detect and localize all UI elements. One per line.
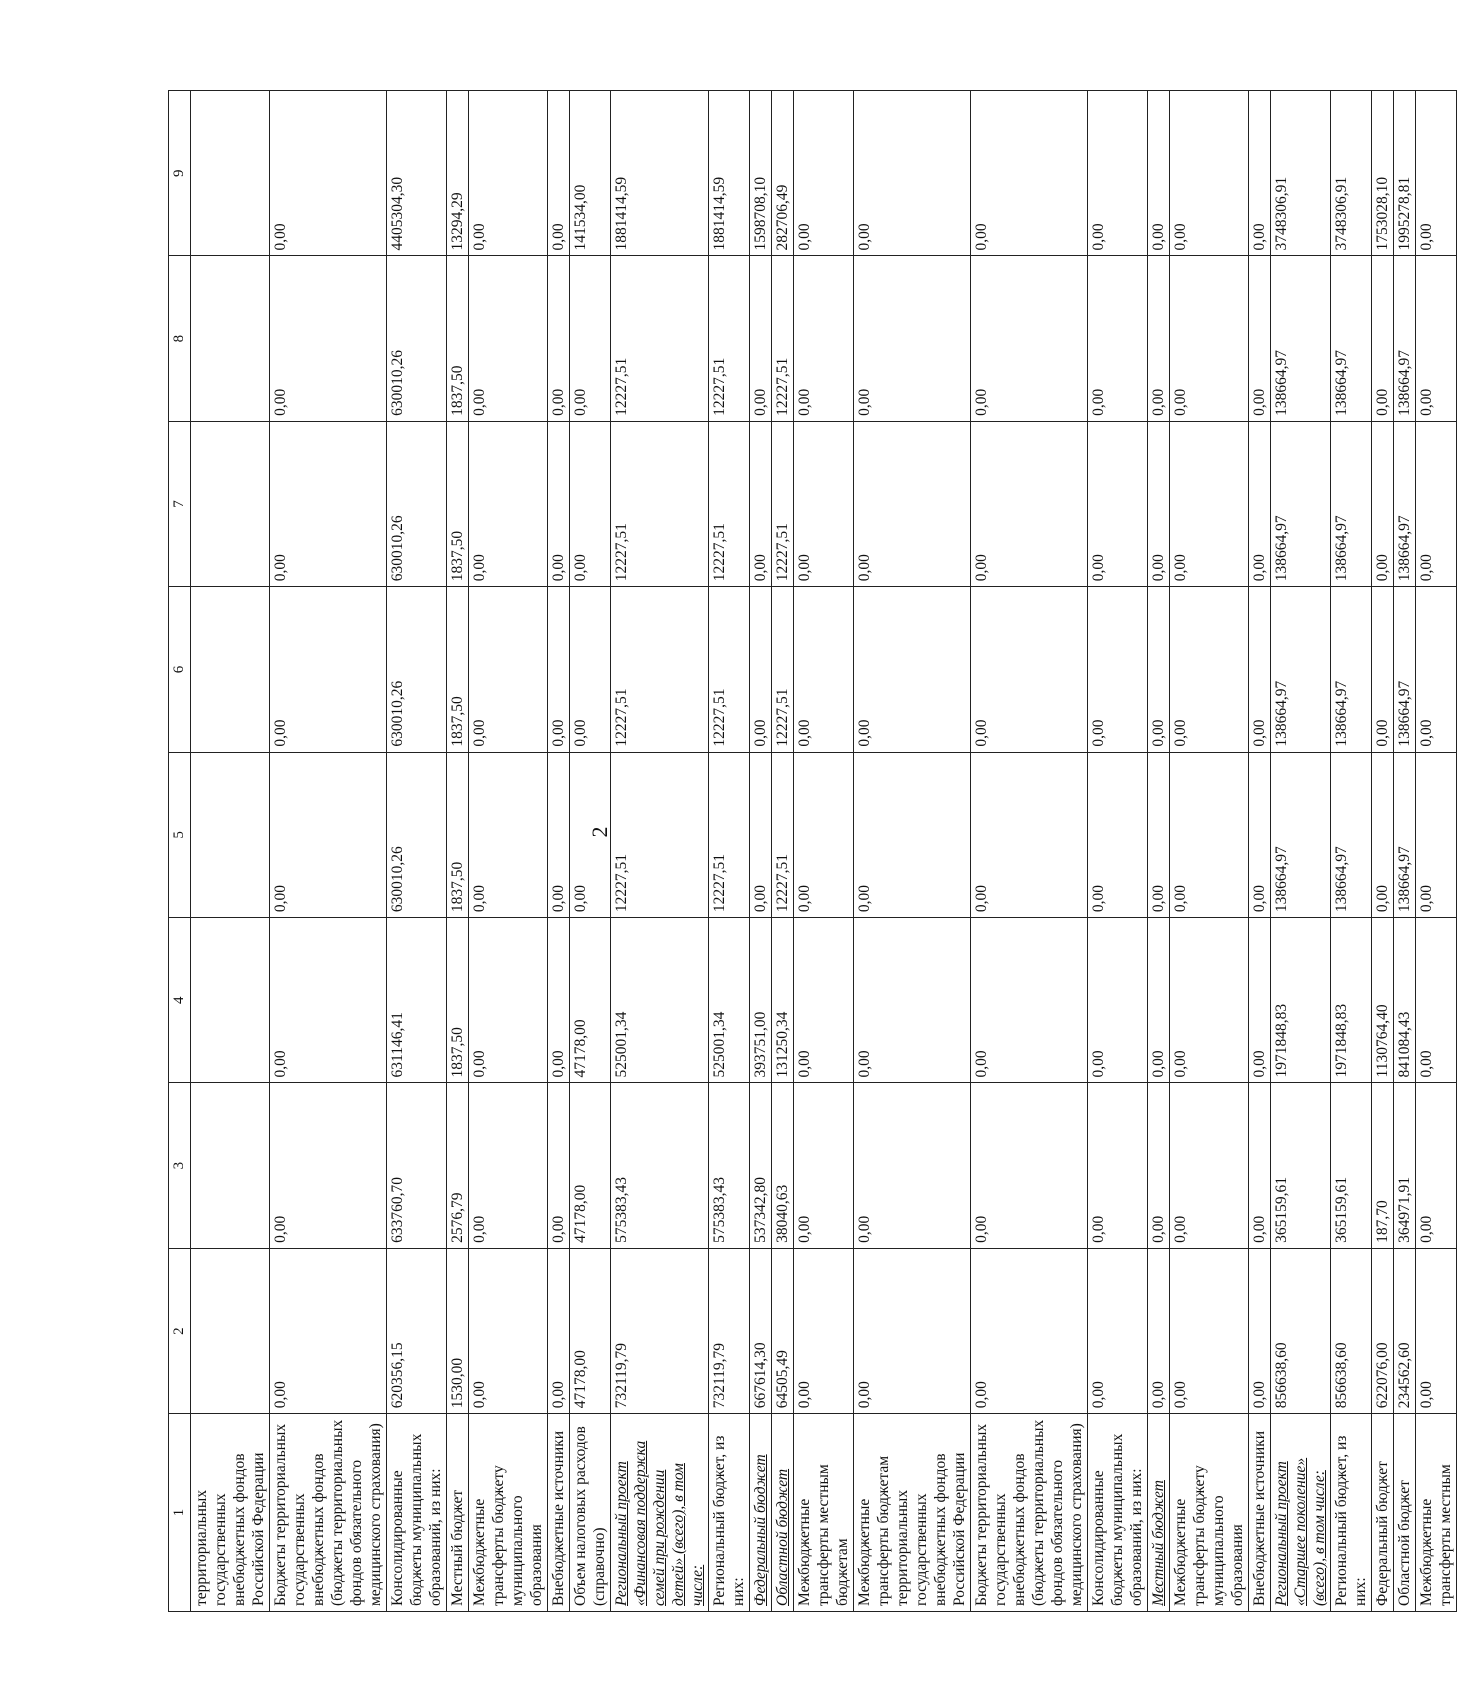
cell-value-col-4: 393751,00 xyxy=(750,918,772,1083)
cell-value-col-5: 138664,97 xyxy=(1331,752,1372,917)
row-label: Местный бюджет xyxy=(1148,1414,1170,1612)
cell-value-col-8: 0,00 xyxy=(1088,256,1148,421)
cell-value-col-9: 0,00 xyxy=(469,91,548,256)
cell-value-col-2: 47178,00 xyxy=(570,1248,611,1413)
cell-value-col-5: 138664,97 xyxy=(1394,752,1416,917)
cell-value-col-3: 0,00 xyxy=(971,1083,1088,1248)
table-row xyxy=(548,91,570,1612)
cell-value-col-2: 0,00 xyxy=(1416,1248,1457,1413)
cell-value-col-8: 138664,97 xyxy=(1394,256,1416,421)
cell-value-col-8: 0,00 xyxy=(794,256,854,421)
cell-value-col-6: 0,00 xyxy=(1170,587,1249,752)
cell-value-col-3: 38040,63 xyxy=(772,1083,794,1248)
cell-value-col-3: 0,00 xyxy=(1249,1083,1271,1248)
cell-value-col-3: 0,00 xyxy=(1170,1083,1249,1248)
cell-value-col-9: 13294,29 xyxy=(447,91,469,256)
cell-value-col-3: 633760,70 xyxy=(387,1083,447,1248)
cell-value-col-6: 12227,51 xyxy=(611,587,709,752)
cell-value-col-2: 0,00 xyxy=(1249,1248,1271,1413)
column-header-1: 1 xyxy=(169,1414,191,1612)
cell-value-col-8: 0,00 xyxy=(1372,256,1394,421)
table-header-row xyxy=(169,91,191,1612)
cell-value-col-2: 667614,30 xyxy=(750,1248,772,1413)
cell-value-col-6: 0,00 xyxy=(469,587,548,752)
table-row xyxy=(469,91,548,1612)
row-label: Федеральный бюджет xyxy=(1372,1414,1394,1612)
cell-value-col-2: 0,00 xyxy=(794,1248,854,1413)
cell-value-col-5: 0,00 xyxy=(854,752,971,917)
cell-value-col-6: 0,00 xyxy=(270,587,387,752)
cell-value-col-9: 1995278,81 xyxy=(1394,91,1416,256)
cell-value-col-5: 0,00 xyxy=(1416,752,1457,917)
cell-value-col-2: 0,00 xyxy=(548,1248,570,1413)
cell-value-col-4: 0,00 xyxy=(1088,918,1148,1083)
cell-value-col-8: 138664,97 xyxy=(1331,256,1372,421)
column-header-4: 4 xyxy=(169,918,191,1083)
cell-value-col-7: 0,00 xyxy=(750,421,772,586)
column-header-7: 7 xyxy=(169,421,191,586)
table-row xyxy=(570,91,611,1612)
cell-value-col-4: 0,00 xyxy=(1148,918,1170,1083)
row-label: Региональный бюджет, из них: xyxy=(1331,1414,1372,1612)
cell-value-col-7: 12227,51 xyxy=(709,421,750,586)
cell-value-col-4: 0,00 xyxy=(1416,918,1457,1083)
cell-value-col-9: 0,00 xyxy=(270,91,387,256)
cell-value-col-4: 841084,43 xyxy=(1394,918,1416,1083)
column-header-3: 3 xyxy=(169,1083,191,1248)
row-label: Внебюджетные источники xyxy=(1249,1414,1271,1612)
row-label: Местный бюджет xyxy=(447,1414,469,1612)
table-row xyxy=(709,91,750,1612)
cell-value-col-6: 0,00 xyxy=(1249,587,1271,752)
row-label: Внебюджетные источники xyxy=(548,1414,570,1612)
cell-value-col-4: 1971848,83 xyxy=(1331,918,1372,1083)
cell-value-col-3: 0,00 xyxy=(1416,1083,1457,1248)
cell-value-col-2 xyxy=(191,1248,270,1413)
cell-value-col-9: 0,00 xyxy=(794,91,854,256)
row-label: Областной бюджет xyxy=(1394,1414,1416,1612)
row-label: Консолидированные бюджеты муниципальных образований, из них: xyxy=(387,1414,447,1612)
cell-value-col-9: 0,00 xyxy=(1088,91,1148,256)
cell-value-col-3: 187,70 xyxy=(1372,1083,1394,1248)
row-label: Региональный проект «Финансовая поддержка семей при рождении детей» (всего), в том числе: xyxy=(611,1414,709,1612)
cell-value-col-9: 3748306,91 xyxy=(1331,91,1372,256)
cell-value-col-4: 0,00 xyxy=(971,918,1088,1083)
cell-value-col-7: 0,00 xyxy=(1170,421,1249,586)
cell-value-col-7: 0,00 xyxy=(971,421,1088,586)
cell-value-col-7 xyxy=(191,421,270,586)
cell-value-col-8: 0,00 xyxy=(1170,256,1249,421)
column-header-9: 9 xyxy=(169,91,191,256)
cell-value-col-3: 0,00 xyxy=(794,1083,854,1248)
cell-value-col-7: 0,00 xyxy=(1148,421,1170,586)
cell-value-col-8: 12227,51 xyxy=(772,256,794,421)
cell-value-col-3: 0,00 xyxy=(854,1083,971,1248)
cell-value-col-9 xyxy=(191,91,270,256)
cell-value-col-8: 1837,50 xyxy=(447,256,469,421)
cell-value-col-5: 0,00 xyxy=(548,752,570,917)
cell-value-col-2: 0,00 xyxy=(1148,1248,1170,1413)
row-label: Межбюджетные трансферты местным xyxy=(1416,1414,1457,1612)
cell-value-col-5: 0,00 xyxy=(971,752,1088,917)
cell-value-col-4: 1837,50 xyxy=(447,918,469,1083)
cell-value-col-4: 131250,34 xyxy=(772,918,794,1083)
cell-value-col-6: 0,00 xyxy=(1148,587,1170,752)
cell-value-col-4: 0,00 xyxy=(469,918,548,1083)
row-label: Межбюджетные трансферты бюджету муниципального образования xyxy=(1170,1414,1249,1612)
cell-value-col-5: 0,00 xyxy=(1372,752,1394,917)
table-row xyxy=(1249,91,1271,1612)
rotated-table-wrapper xyxy=(168,90,1454,1612)
cell-value-col-2: 0,00 xyxy=(469,1248,548,1413)
cell-value-col-3: 0,00 xyxy=(548,1083,570,1248)
cell-value-col-5: 0,00 xyxy=(1249,752,1271,917)
cell-value-col-9: 1753028,10 xyxy=(1372,91,1394,256)
budget-table xyxy=(168,90,1457,1612)
cell-value-col-2: 1530,00 xyxy=(447,1248,469,1413)
cell-value-col-3: 47178,00 xyxy=(570,1083,611,1248)
cell-value-col-2: 622076,00 xyxy=(1372,1248,1394,1413)
cell-value-col-6: 0,00 xyxy=(1088,587,1148,752)
cell-value-col-9: 4405304,30 xyxy=(387,91,447,256)
cell-value-col-6: 0,00 xyxy=(1416,587,1457,752)
cell-value-col-7: 0,00 xyxy=(1416,421,1457,586)
cell-value-col-6: 0,00 xyxy=(971,587,1088,752)
cell-value-col-8: 0,00 xyxy=(854,256,971,421)
cell-value-col-8: 0,00 xyxy=(548,256,570,421)
table-row xyxy=(387,91,447,1612)
cell-value-col-5: 0,00 xyxy=(1148,752,1170,917)
cell-value-col-7: 0,00 xyxy=(570,421,611,586)
cell-value-col-6 xyxy=(191,587,270,752)
cell-value-col-2: 234562,60 xyxy=(1394,1248,1416,1413)
cell-value-col-8: 0,00 xyxy=(570,256,611,421)
cell-value-col-7: 0,00 xyxy=(794,421,854,586)
cell-value-col-3: 0,00 xyxy=(1148,1083,1170,1248)
cell-value-col-7: 0,00 xyxy=(548,421,570,586)
cell-value-col-8: 0,00 xyxy=(971,256,1088,421)
cell-value-col-6: 0,00 xyxy=(854,587,971,752)
table-row xyxy=(854,91,971,1612)
cell-value-col-8: 138664,97 xyxy=(1271,256,1331,421)
cell-value-col-3: 537342,80 xyxy=(750,1083,772,1248)
row-label: территориальных государственных внебюджетных фондов Российской Федерации xyxy=(191,1414,270,1612)
cell-value-col-5: 0,00 xyxy=(270,752,387,917)
cell-value-col-5: 12227,51 xyxy=(611,752,709,917)
column-header-8: 8 xyxy=(169,256,191,421)
cell-value-col-9: 141534,00 xyxy=(570,91,611,256)
cell-value-col-2: 856638,60 xyxy=(1331,1248,1372,1413)
cell-value-col-7: 0,00 xyxy=(1372,421,1394,586)
cell-value-col-9: 0,00 xyxy=(854,91,971,256)
cell-value-col-3: 0,00 xyxy=(270,1083,387,1248)
table-row xyxy=(447,91,469,1612)
cell-value-col-6: 0,00 xyxy=(750,587,772,752)
table-row xyxy=(971,91,1088,1612)
table-row xyxy=(1331,91,1372,1612)
cell-value-col-4: 631146,41 xyxy=(387,918,447,1083)
cell-value-col-5: 0,00 xyxy=(794,752,854,917)
table-row xyxy=(1372,91,1394,1612)
cell-value-col-9: 282706,49 xyxy=(772,91,794,256)
cell-value-col-4: 0,00 xyxy=(270,918,387,1083)
table-body xyxy=(191,91,1457,1612)
table-row xyxy=(1148,91,1170,1612)
cell-value-col-2: 0,00 xyxy=(270,1248,387,1413)
cell-value-col-6: 12227,51 xyxy=(709,587,750,752)
cell-value-col-6: 0,00 xyxy=(1372,587,1394,752)
cell-value-col-6: 138664,97 xyxy=(1271,587,1331,752)
cell-value-col-4 xyxy=(191,918,270,1083)
cell-value-col-2: 732119,79 xyxy=(709,1248,750,1413)
cell-value-col-5: 12227,51 xyxy=(709,752,750,917)
cell-value-col-2: 0,00 xyxy=(854,1248,971,1413)
cell-value-col-3: 365159,61 xyxy=(1271,1083,1331,1248)
cell-value-col-8: 0,00 xyxy=(1416,256,1457,421)
cell-value-col-4: 525001,34 xyxy=(611,918,709,1083)
cell-value-col-2: 856638,60 xyxy=(1271,1248,1331,1413)
table-row xyxy=(794,91,854,1612)
row-label: Региональный проект «Старшее поколение» (всего), в том числе: xyxy=(1271,1414,1331,1612)
cell-value-col-2: 0,00 xyxy=(971,1248,1088,1413)
cell-value-col-4: 0,00 xyxy=(548,918,570,1083)
cell-value-col-3: 0,00 xyxy=(1088,1083,1148,1248)
cell-value-col-9: 1881414,59 xyxy=(611,91,709,256)
row-label: Областной бюджет xyxy=(772,1414,794,1612)
cell-value-col-7: 12227,51 xyxy=(611,421,709,586)
column-header-2: 2 xyxy=(169,1248,191,1413)
cell-value-col-9: 0,00 xyxy=(548,91,570,256)
cell-value-col-9: 1881414,59 xyxy=(709,91,750,256)
cell-value-col-8: 0,00 xyxy=(1148,256,1170,421)
cell-value-col-7: 0,00 xyxy=(854,421,971,586)
cell-value-col-8: 0,00 xyxy=(270,256,387,421)
cell-value-col-7: 630010,26 xyxy=(387,421,447,586)
cell-value-col-3: 575383,43 xyxy=(709,1083,750,1248)
cell-value-col-5: 1837,50 xyxy=(447,752,469,917)
cell-value-col-5 xyxy=(191,752,270,917)
cell-value-col-8 xyxy=(191,256,270,421)
cell-value-col-7: 0,00 xyxy=(1249,421,1271,586)
cell-value-col-8: 12227,51 xyxy=(709,256,750,421)
table-row xyxy=(1394,91,1416,1612)
cell-value-col-4: 1130764,40 xyxy=(1372,918,1394,1083)
cell-value-col-7: 12227,51 xyxy=(772,421,794,586)
row-label: Бюджеты территориальных государственных внебюджетных фондов (бюджеты территориальных фондов обязательного медицинского страхования) xyxy=(270,1414,387,1612)
cell-value-col-7: 0,00 xyxy=(1088,421,1148,586)
cell-value-col-7: 138664,97 xyxy=(1331,421,1372,586)
cell-value-col-6: 138664,97 xyxy=(1331,587,1372,752)
cell-value-col-2: 732119,79 xyxy=(611,1248,709,1413)
cell-value-col-9: 0,00 xyxy=(1148,91,1170,256)
row-label: Бюджеты территориальных государственных внебюджетных фондов (бюджеты территориальных фондов обязательного медицинского страхования) xyxy=(971,1414,1088,1612)
table-row xyxy=(1088,91,1148,1612)
cell-value-col-9: 1598708,10 xyxy=(750,91,772,256)
cell-value-col-9: 3748306,91 xyxy=(1271,91,1331,256)
cell-value-col-5: 138664,97 xyxy=(1271,752,1331,917)
cell-value-col-6: 12227,51 xyxy=(772,587,794,752)
cell-value-col-2: 0,00 xyxy=(1088,1248,1148,1413)
cell-value-col-4: 0,00 xyxy=(794,918,854,1083)
column-header-5: 5 xyxy=(169,752,191,917)
row-label: Федеральный бюджет xyxy=(750,1414,772,1612)
row-label: Региональный бюджет, из них: xyxy=(709,1414,750,1612)
cell-value-col-4: 1971848,83 xyxy=(1271,918,1331,1083)
cell-value-col-5: 0,00 xyxy=(1170,752,1249,917)
cell-value-col-3: 365159,61 xyxy=(1331,1083,1372,1248)
cell-value-col-6: 0,00 xyxy=(548,587,570,752)
cell-value-col-5: 630010,26 xyxy=(387,752,447,917)
cell-value-col-3: 364971,91 xyxy=(1394,1083,1416,1248)
cell-value-col-6: 0,00 xyxy=(794,587,854,752)
cell-value-col-8: 0,00 xyxy=(750,256,772,421)
row-label: Консолидированные бюджеты муниципальных образований, из них: xyxy=(1088,1414,1148,1612)
cell-value-col-4: 47178,00 xyxy=(570,918,611,1083)
cell-value-col-7: 0,00 xyxy=(270,421,387,586)
cell-value-col-3: 2576,79 xyxy=(447,1083,469,1248)
cell-value-col-8: 0,00 xyxy=(469,256,548,421)
page-number: 2 xyxy=(587,826,612,838)
cell-value-col-6: 630010,26 xyxy=(387,587,447,752)
table-row xyxy=(1271,91,1331,1612)
table-row xyxy=(772,91,794,1612)
cell-value-col-9: 0,00 xyxy=(1170,91,1249,256)
cell-value-col-6: 0,00 xyxy=(570,587,611,752)
row-label: Межбюджетные трансферты бюджету муниципального образования xyxy=(469,1414,548,1612)
cell-value-col-3: 0,00 xyxy=(469,1083,548,1248)
table-row xyxy=(1416,91,1457,1612)
cell-value-col-2: 0,00 xyxy=(1170,1248,1249,1413)
cell-value-col-3: 575383,43 xyxy=(611,1083,709,1248)
cell-value-col-8: 0,00 xyxy=(1249,256,1271,421)
cell-value-col-8: 630010,26 xyxy=(387,256,447,421)
cell-value-col-2: 620356,15 xyxy=(387,1248,447,1413)
cell-value-col-4: 525001,34 xyxy=(709,918,750,1083)
cell-value-col-8: 12227,51 xyxy=(611,256,709,421)
table-row xyxy=(611,91,709,1612)
cell-value-col-7: 138664,97 xyxy=(1394,421,1416,586)
cell-value-col-5: 0,00 xyxy=(469,752,548,917)
table-row xyxy=(1170,91,1249,1612)
cell-value-col-4: 0,00 xyxy=(1170,918,1249,1083)
cell-value-col-5: 0,00 xyxy=(570,752,611,917)
cell-value-col-9: 0,00 xyxy=(1249,91,1271,256)
cell-value-col-6: 1837,50 xyxy=(447,587,469,752)
cell-value-col-5: 0,00 xyxy=(1088,752,1148,917)
table-row xyxy=(270,91,387,1612)
cell-value-col-4: 0,00 xyxy=(854,918,971,1083)
table-row xyxy=(191,91,270,1612)
cell-value-col-5: 0,00 xyxy=(750,752,772,917)
cell-value-col-7: 0,00 xyxy=(469,421,548,586)
cell-value-col-4: 0,00 xyxy=(1249,918,1271,1083)
cell-value-col-5: 12227,51 xyxy=(772,752,794,917)
cell-value-col-9: 0,00 xyxy=(971,91,1088,256)
cell-value-col-9: 0,00 xyxy=(1416,91,1457,256)
row-label: Объем налоговых расходов (справочно) xyxy=(570,1414,611,1612)
cell-value-col-2: 64505,49 xyxy=(772,1248,794,1413)
column-header-6: 6 xyxy=(169,587,191,752)
cell-value-col-3 xyxy=(191,1083,270,1248)
cell-value-col-7: 138664,97 xyxy=(1271,421,1331,586)
row-label: Межбюджетные трансферты местным бюджетам xyxy=(794,1414,854,1612)
table-row xyxy=(750,91,772,1612)
row-label: Межбюджетные трансферты бюджетам территориальных государственных внебюджетных фондов Российской Федерации xyxy=(854,1414,971,1612)
cell-value-col-7: 1837,50 xyxy=(447,421,469,586)
cell-value-col-6: 138664,97 xyxy=(1394,587,1416,752)
